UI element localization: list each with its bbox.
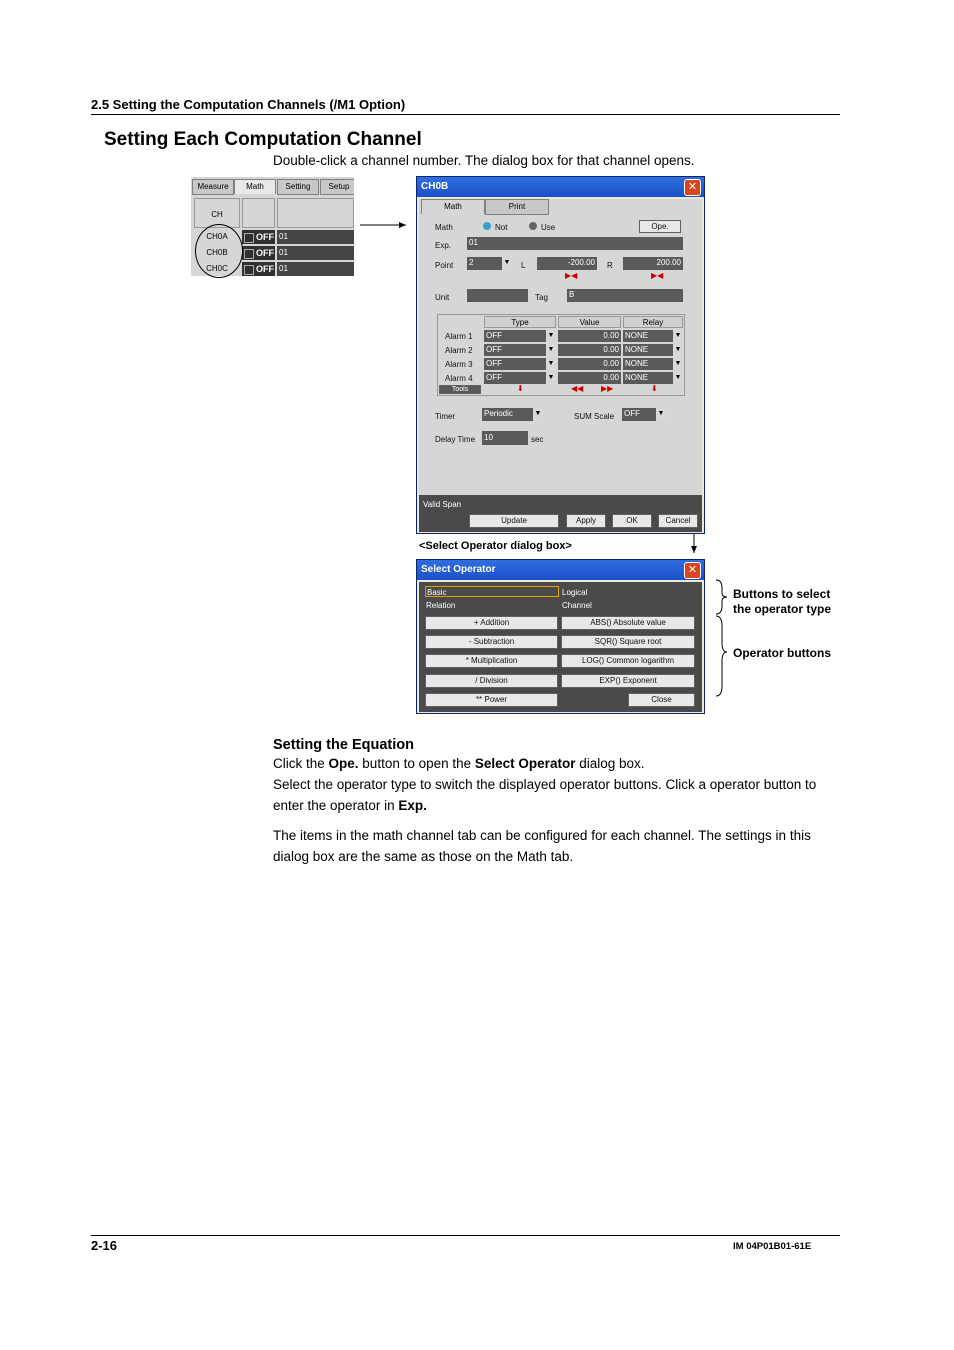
page-title: Setting Each Computation Channel (104, 129, 422, 150)
chevron-down-icon: ▼ (673, 372, 683, 384)
annotation-type-buttons: Buttons to select the operator type (733, 587, 832, 616)
ch0b-dialog (416, 176, 705, 534)
alarm-name: Alarm 3 (445, 360, 473, 369)
sum-scale-select[interactable]: OFF ▼ (622, 408, 666, 421)
alarm-name: Alarm 4 (445, 374, 473, 383)
document-id: IM 04P01B01-61E (733, 1241, 812, 1252)
radio-not-label: Not (495, 223, 508, 232)
op-division-button[interactable]: / Division (425, 674, 558, 688)
chevron-down-icon: ▼ (546, 372, 556, 384)
tab-measure[interactable]: Measure (192, 179, 234, 195)
radio-not[interactable] (483, 222, 491, 230)
channel-switch[interactable]: OFF (242, 262, 275, 276)
section-header: 2.5 Setting the Computation Channels (/M1 Option) (91, 97, 406, 112)
math-label: Math (435, 223, 453, 232)
op-multiplication-button[interactable]: * Multiplication (425, 654, 558, 668)
type-brace (716, 580, 727, 614)
r-input[interactable]: 200.00 (623, 257, 683, 270)
sum-scale-label: SUM Scale (574, 412, 615, 421)
tag-label: Tag (535, 293, 548, 302)
op-subtraction-button[interactable]: - Subtraction (425, 635, 558, 649)
channel-switch[interactable]: OFF (242, 230, 275, 244)
close-icon[interactable]: ✕ (684, 562, 701, 579)
ope-button[interactable]: Ope. (639, 220, 681, 233)
exp-label: Exp. (435, 241, 452, 250)
op-sqr-button[interactable]: SQR() Square root (561, 635, 695, 649)
channel-exp: 01 (277, 230, 354, 244)
chevron-down-icon: ▼ (673, 358, 683, 370)
chevron-down-icon: ▼ (502, 257, 512, 270)
intro-text: Double-click a channel number. The dialog box for that channel opens. (273, 153, 695, 168)
update-button[interactable]: Update (469, 514, 559, 528)
left-arrow-icon: ◀◀ (571, 384, 584, 393)
select-operator-dialog (416, 559, 705, 714)
op-log-button[interactable]: LOG() Common logarithm (561, 654, 695, 668)
tools-button[interactable]: Tools (439, 385, 481, 394)
chevron-down-icon: ▼ (546, 330, 556, 342)
dialog-title: CH0B (417, 177, 704, 197)
annotation-operator-buttons: Operator buttons (733, 646, 831, 660)
unit-label: Unit (435, 293, 450, 302)
tab-setup[interactable]: Setup (320, 179, 354, 195)
tab-math[interactable]: Math (421, 199, 485, 214)
op-exp-button[interactable]: EXP() Exponent (561, 674, 695, 688)
tab-math[interactable]: Math (234, 179, 276, 194)
chevron-down-icon: ▼ (673, 330, 683, 342)
down-arrow-icon: ⬇ (651, 384, 658, 393)
alarm-relay-select[interactable]: NONE ▼ (625, 345, 682, 354)
channel-exp: 01 (277, 262, 354, 276)
channel-number[interactable]: CH0B (206, 248, 228, 257)
alarm-type-select[interactable]: OFF ▼ (486, 331, 555, 340)
footer-rule (91, 1235, 840, 1236)
delay-time-label: Delay Time (435, 435, 476, 444)
select-operator-caption: <Select Operator dialog box> (419, 540, 572, 552)
radio-use-label: Use (541, 223, 556, 232)
equation-paragraph-1: Click the Ope. button to open the Select Operator dialog box. (273, 756, 645, 771)
l-label: L (521, 261, 526, 270)
down-arrow-icon: ⬇ (517, 384, 524, 393)
channel-exp: 01 (277, 246, 354, 260)
marker-icon: ▶◀ (651, 271, 664, 280)
alarm-value-input[interactable]: 0.00 (558, 372, 621, 384)
alarm-col-relay: Relay (623, 316, 683, 328)
operator-brace (716, 616, 727, 696)
delay-time-input[interactable]: 10 (482, 431, 528, 445)
op-addition-button[interactable]: + Addition (425, 616, 558, 630)
close-icon[interactable]: ✕ (684, 179, 701, 196)
apply-button[interactable]: Apply (566, 514, 606, 528)
alarm-type-select[interactable]: OFF ▼ (486, 345, 555, 354)
r-label: R (607, 261, 613, 270)
cancel-button[interactable]: Cancel (658, 514, 698, 528)
timer-select[interactable]: Periodic ▼ (482, 408, 543, 421)
right-arrow-icon: ▶▶ (601, 384, 614, 393)
type-relation-button[interactable]: Relation (426, 601, 456, 610)
l-input[interactable]: -200.00 (537, 257, 597, 270)
tab-print[interactable]: Print (485, 199, 549, 215)
alarm-type-select[interactable]: OFF ▼ (486, 359, 555, 368)
alarm-value-input[interactable]: 0.00 (558, 358, 621, 370)
alarm-value-input[interactable]: 0.00 (558, 330, 621, 342)
alarm-name: Alarm 2 (445, 346, 473, 355)
alarm-relay-select[interactable]: NONE ▼ (625, 373, 682, 382)
tag-input[interactable]: B (567, 289, 683, 302)
type-logical-button[interactable]: Logical (562, 588, 588, 597)
exp-input[interactable]: 01 (467, 237, 683, 250)
chevron-down-icon: ▼ (673, 344, 683, 356)
channel-number[interactable]: CH0C (206, 264, 228, 273)
chevron-down-icon: ▼ (533, 408, 543, 421)
unit-input[interactable] (467, 289, 528, 302)
equation-paragraph-3: The items in the math channel tab can be configured for each channel. The settings in this dialog box are the same as those on the Math tab. (273, 828, 811, 864)
valid-span-label: Valid Span (423, 500, 462, 509)
chevron-down-icon: ▼ (546, 344, 556, 356)
type-basic-button[interactable]: Basic (425, 586, 559, 597)
dialog-title: Select Operator (417, 560, 704, 580)
tab-setting[interactable]: Setting (277, 179, 319, 195)
chevron-down-icon: ▼ (546, 358, 556, 370)
equation-paragraph-2: Select the operator type to switch the displayed operator buttons. Click a operator button to enter the operator in Exp. (273, 777, 817, 813)
type-channel-button[interactable]: Channel (562, 601, 592, 610)
timer-label: Timer (435, 412, 456, 421)
marker-icon: ▶◀ (565, 271, 578, 280)
op-power-button[interactable]: ** Power (425, 693, 558, 707)
alarm-relay-select[interactable]: NONE ▼ (625, 331, 682, 340)
channel-number[interactable]: CH0A (206, 232, 228, 241)
point-select[interactable]: 2 ▼ (467, 257, 512, 270)
alarm-col-value: Value (558, 316, 621, 328)
ch-column-header: CH (194, 198, 240, 228)
op-abs-button[interactable]: ABS() Absolute value (561, 616, 695, 630)
chevron-down-icon: ▼ (656, 408, 666, 421)
page-number: 2-16 (91, 1238, 118, 1253)
alarm-relay-select[interactable]: NONE ▼ (625, 359, 682, 368)
alarm-col-type: Type (484, 316, 556, 328)
delay-unit: sec (531, 435, 544, 444)
ok-button[interactable]: OK (612, 514, 652, 528)
radio-use[interactable] (529, 222, 537, 230)
alarm-value-input[interactable]: 0.00 (558, 344, 621, 356)
point-label: Point (435, 261, 454, 270)
equation-heading: Setting the Equation (273, 737, 414, 753)
close-button[interactable]: Close (628, 693, 695, 707)
alarm-type-select[interactable]: OFF ▼ (486, 373, 555, 382)
channel-switch[interactable]: OFF (242, 246, 275, 260)
alarm-name: Alarm 1 (445, 332, 473, 341)
